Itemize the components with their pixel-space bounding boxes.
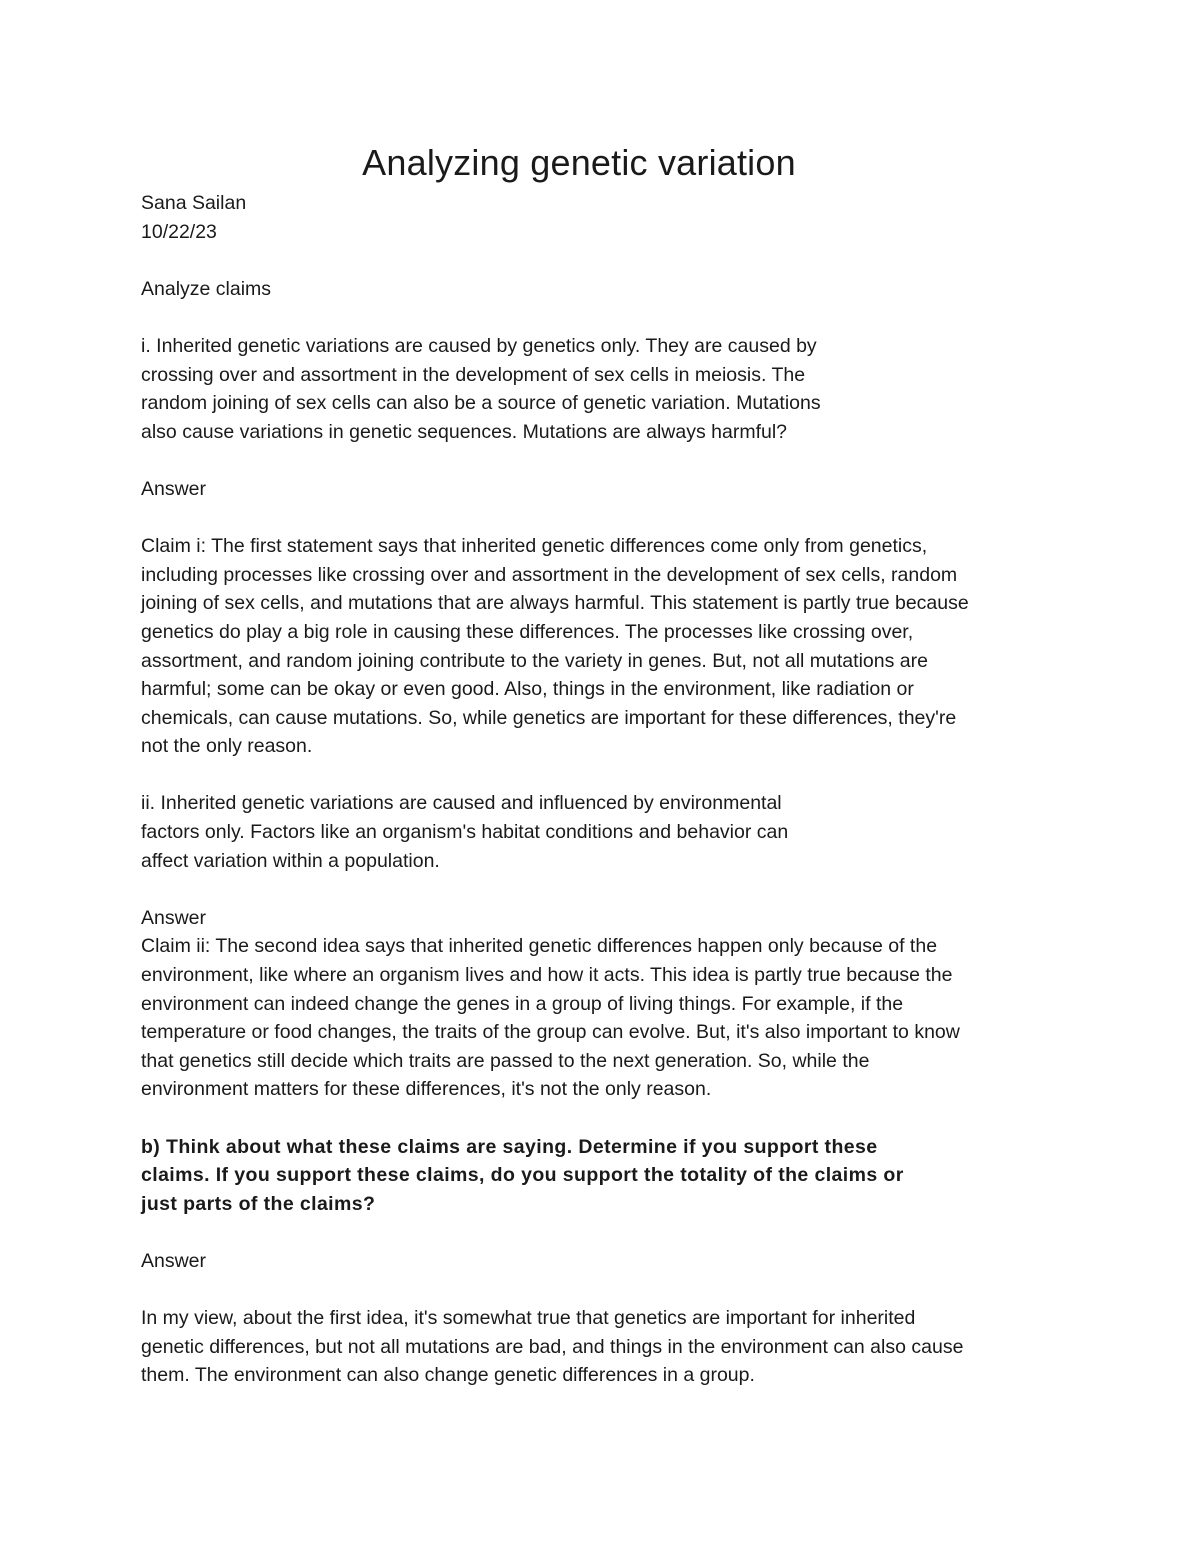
- claim-i-text-line: random joining of sex cells can also be a source of genetic variation. Mutations: [141, 392, 821, 415]
- blank-line: [141, 875, 1071, 904]
- blank-line: [141, 1276, 1071, 1305]
- answer-ii-line: environment, like where an organism lives and how it acts. This idea is partly true because the: [141, 964, 953, 987]
- answer-ii-line: environment matters for these differences, it's not the only reason.: [141, 1078, 712, 1101]
- question-b-line: just parts of the claims?: [141, 1192, 376, 1215]
- answer-label: Answer: [141, 906, 207, 929]
- claim-i-text-line: i. Inherited genetic variations are caused by genetics only. They are caused by: [141, 334, 817, 357]
- page-title: Analyzing genetic variation: [362, 142, 796, 183]
- document-body: [141, 189, 1071, 1390]
- author-name: Sana Sailan: [141, 192, 247, 214]
- answer-i-line: harmful; some can be okay or even good. Also, things in the environment, like radiation or: [141, 678, 914, 701]
- blank-line: [141, 1218, 1071, 1247]
- answer-b-line: In my view, about the first idea, it's somewhat true that genetics are important for inherited: [141, 1307, 916, 1330]
- question-b-line: b) Think about what these claims are saying. Determine if you support these: [141, 1135, 878, 1158]
- answer-b-line: them. The environment can also change genetic differences in a group.: [141, 1364, 755, 1387]
- question-b-line: claims. If you support these claims, do you support the totality of the claims or: [141, 1164, 904, 1187]
- blank-line: [141, 246, 1071, 275]
- answer-ii-line: that genetics still decide which traits are passed to the next generation. So, while the: [141, 1049, 870, 1072]
- answer-ii-line: temperature or food changes, the traits of the group can evolve. But, it's also important to know: [141, 1021, 960, 1044]
- answer-i-line: not the only reason.: [141, 735, 313, 758]
- answer-i-line: Claim i: The first statement says that inherited genetic differences come only from genetics,: [141, 535, 928, 558]
- answer-i-line: genetics do play a big role in causing these differences. The processes like crossing over,: [141, 620, 914, 643]
- answer-ii-line: environment can indeed change the genes in a group of living things. For example, if the: [141, 992, 904, 1015]
- answer-label: Answer: [141, 1249, 207, 1272]
- answer-ii-line: Claim ii: The second idea says that inherited genetic differences happen only because of the: [141, 935, 938, 958]
- answer-i-line: assortment, and random joining contribute to the variety in genes. But, not all mutations are: [141, 649, 928, 672]
- blank-line: [141, 761, 1071, 790]
- blank-line: [141, 446, 1071, 475]
- answer-i-line: joining of sex cells, and mutations that are always harmful. This statement is partly true because: [141, 592, 969, 615]
- answer-b-line: genetic differences, but not all mutations are bad, and things in the environment can also cause: [141, 1335, 964, 1358]
- claim-ii-text-line: affect variation within a population.: [141, 849, 440, 872]
- claim-ii-text-line: ii. Inherited genetic variations are caused and influenced by environmental: [141, 792, 782, 815]
- answer-i-line: including processes like crossing over and assortment in the development of sex cells, random: [141, 563, 958, 586]
- claim-i-text-line: crossing over and assortment in the development of sex cells in meiosis. The: [141, 363, 806, 386]
- answer-label: Answer: [141, 477, 207, 500]
- answer-i-line: chemicals, can cause mutations. So, while genetics are important for these differences, they're: [141, 706, 957, 729]
- blank-line: [141, 1104, 1071, 1133]
- claim-ii-text-line: factors only. Factors like an organism's habitat conditions and behavior can: [141, 821, 789, 844]
- document-date: 10/22/23: [141, 220, 217, 243]
- claim-i-text-line: also cause variations in genetic sequences. Mutations are always harmful?: [141, 420, 788, 443]
- blank-line: [141, 303, 1071, 332]
- section-heading-analyze-claims: Analyze claims: [141, 277, 272, 300]
- blank-line: [141, 504, 1071, 533]
